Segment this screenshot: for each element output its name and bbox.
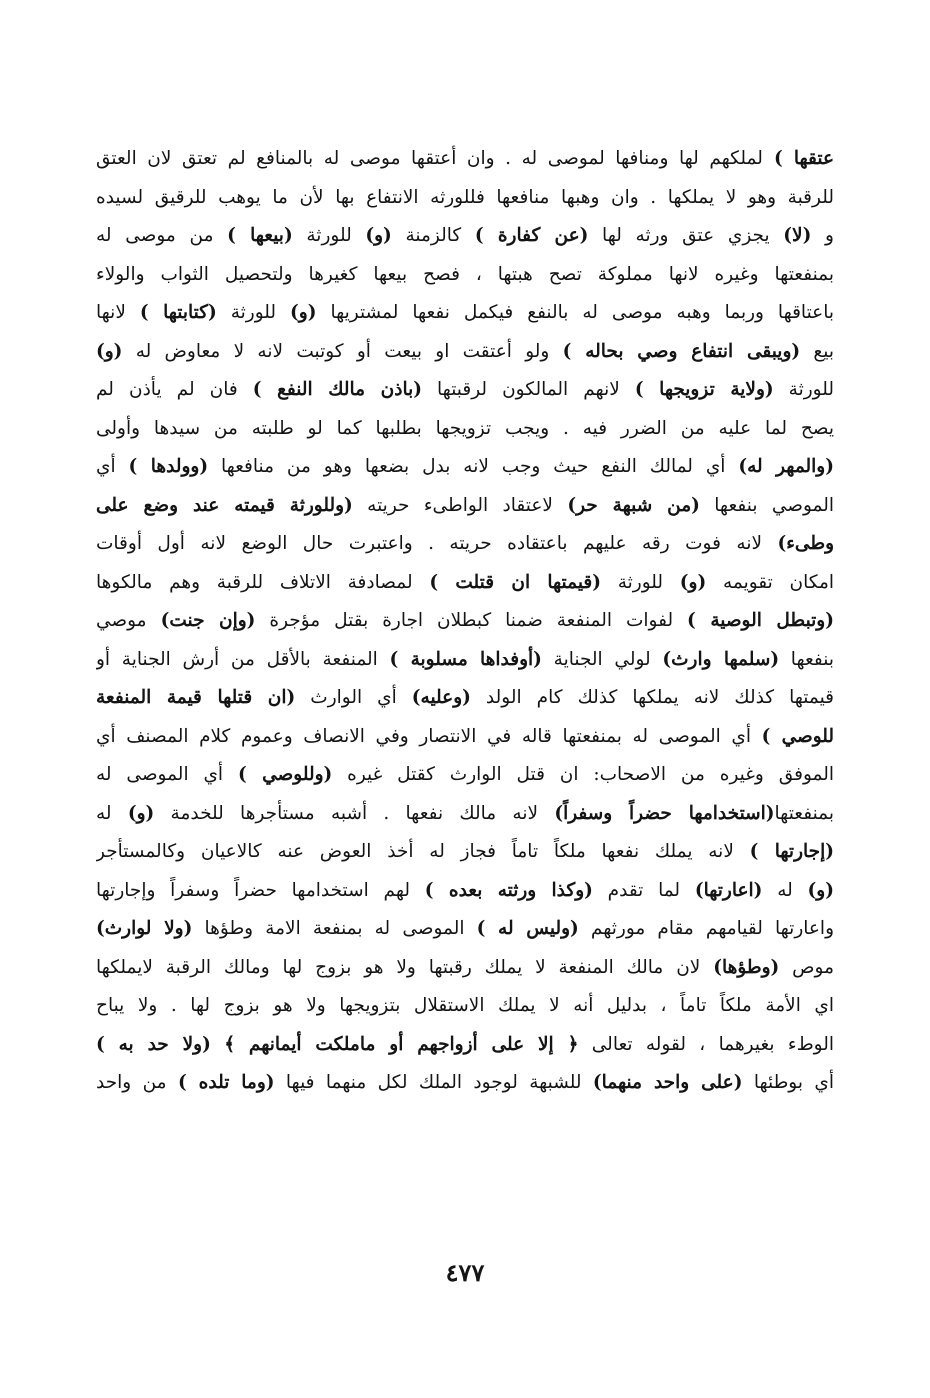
text-segment: للورثة <box>601 571 680 593</box>
text-line <box>96 410 834 449</box>
text-segment: أي الموصى له <box>96 764 238 785</box>
text-segment: أي بوطئها <box>742 1072 834 1093</box>
text-line <box>96 795 834 834</box>
text-segment: لانه يملك نفعها ملكاً تاماً فجاز له أخذ العوض عنه كالاعيان وكالمستأجر <box>96 841 750 862</box>
text-segment: يجزي عتق ورثه لها <box>588 225 784 246</box>
bold-text-segment: (وللوصي ) <box>237 764 333 785</box>
text-segment: له <box>762 879 808 901</box>
text-segment: للرقبة وهو لا يملكها . وان وهبها منافعها فللورثه الانتفاع بها لأن ما يوهب للرقيق لسيده <box>96 186 834 208</box>
text-segment: للورثة <box>216 302 291 323</box>
bold-text-segment: (قيمتها ان قتلت ) <box>429 571 602 593</box>
text-line <box>96 872 834 911</box>
bold-text-segment: (وللورثة قيمته عند وضع على <box>96 494 353 516</box>
text-line <box>96 256 834 295</box>
text-segment: الموصى له بمنفعة الامة وطؤها <box>192 918 477 939</box>
bold-text-segment: (وإن جنت) <box>160 610 256 631</box>
text-segment: أي <box>96 456 129 477</box>
text-segment: موصي <box>96 610 161 631</box>
bold-text-segment: (وتبطل الوصية ) <box>687 610 834 631</box>
bold-text-segment: (بيعها ) <box>227 225 293 246</box>
text-segment: بنفعها <box>779 648 834 670</box>
text-line <box>96 371 834 410</box>
body-text <box>96 140 834 1103</box>
text-segment: امكان تقويمه <box>706 571 834 593</box>
text-segment: ولو أعتقت او بيعت أو كوتبت لانه لا معاوض له <box>122 340 563 362</box>
text-segment: من موصى له <box>96 225 228 246</box>
bold-text-segment: (من شبهة حر) <box>567 494 700 516</box>
text-segment <box>211 1034 224 1055</box>
bold-text-segment: (وكذا ورثته بعده ) <box>424 879 593 901</box>
text-segment: له <box>96 802 128 824</box>
text-line <box>96 1064 834 1103</box>
text-segment: قيمتها كذلك لانه يملكها كذلك كام الولد <box>470 687 834 708</box>
bold-text-segment: (ولاية تزويجها ) <box>634 379 774 400</box>
text-segment: لانه فوت رقه عليهم باعتقاده حريته . واعتبرت حال الوضع لانه أول أوقات <box>96 533 778 554</box>
text-segment: بمنفعتها وغيره لانها مملوكة تصح هبتها ، فصح بيعها كغيرها ولتحصيل الثواب والولاء <box>96 263 834 285</box>
text-segment: أي لمالك النفع حيث وجب لانه بدل بضعها وهو من منافعها <box>208 456 739 477</box>
text-line <box>96 525 834 564</box>
text-line <box>96 1026 834 1065</box>
bold-text-segment: (أوفداها مسلوبة ) <box>389 648 542 670</box>
bold-text-segment: ﴿ إلا على أزواجهم أو ماملكت أيمانهم ﴾ <box>224 1033 579 1055</box>
bold-text-segment: (ويبقى انتفاع وصي بحاله ) <box>562 340 801 362</box>
bold-text-segment: (وطؤها) <box>713 956 780 978</box>
bold-text-segment: (و) <box>96 340 123 362</box>
bold-text-segment: (و) <box>290 302 317 323</box>
text-segment: للورثة <box>292 225 366 246</box>
text-segment: فان لم يأذن لم <box>96 379 253 400</box>
bold-text-segment: وطىء) <box>777 533 834 554</box>
bold-text-segment: (وولدها ) <box>128 456 209 477</box>
text-line <box>96 333 834 372</box>
bold-text-segment: (و) <box>365 225 392 246</box>
text-segment: لانه مالك نفعها . أشبه مستأجرها للخدمة <box>154 802 555 824</box>
text-line <box>96 641 834 680</box>
text-segment: للشبهة لوجود الملك لكل منهما فيها <box>274 1072 593 1093</box>
text-segment: كالزمنة <box>391 225 475 246</box>
text-line <box>96 448 834 487</box>
text-segment: لملكهم لها ومنافها لموصى له . وان أعتقها موصى له بالمنافع لم تعتق لان العتق <box>96 148 763 169</box>
text-segment: للورثة <box>773 379 834 400</box>
text-segment: من واحد <box>96 1072 178 1093</box>
bold-text-segment: (ولا حد به ) <box>96 1033 211 1055</box>
text-segment: لفوات المنفعة ضمنا كبطلان اجارة بقتل مؤجرة <box>255 610 688 631</box>
page-number: ٤٧٧ <box>445 1258 485 1287</box>
text-segment: لهم استخدامها حضراً وسفراً وإجارتها <box>96 879 425 901</box>
text-line <box>96 179 834 218</box>
bold-text-segment: (و) <box>679 571 707 593</box>
bold-text-segment: (وليس له ) <box>476 918 579 939</box>
text-segment: المنفعة بالأقل من أرش الجناية أو <box>96 648 390 670</box>
text-segment: واعارتها لقيامهم مقام مورثهم <box>578 918 834 939</box>
text-line <box>96 718 834 757</box>
text-segment: أي الوارث <box>295 687 412 708</box>
bold-text-segment: (و) <box>807 879 834 901</box>
text-line <box>96 602 834 641</box>
bold-text-segment: (استخدامها حضراً وسفراً) <box>554 802 775 824</box>
bold-text-segment: عتقها ) <box>762 148 834 169</box>
text-line <box>96 910 834 949</box>
text-segment: موص <box>779 956 834 978</box>
bold-text-segment: (عن كفارة ) <box>474 225 589 246</box>
text-segment: لمصادفة الاتلاف للرقبة وهم مالكوها <box>96 571 430 593</box>
bold-text-segment: (إجارتها ) <box>749 841 834 862</box>
text-line <box>96 140 834 179</box>
text-segment: اي الأمة ملكاً تاماً ، بدليل أنه لا يملك الاستقلال بتزويجها ولا هو بزوج لها . ولا يباح <box>96 995 834 1016</box>
bold-text-segment: (وما تلده ) <box>177 1072 275 1093</box>
text-segment: لانها <box>96 302 140 323</box>
text-line <box>96 217 834 256</box>
bold-text-segment: للوصي ) <box>761 725 834 747</box>
bold-text-segment: (وعليه) <box>411 687 471 708</box>
text-line <box>96 949 834 988</box>
text-segment: الموصي بنفعها <box>699 494 834 516</box>
bold-text-segment: (ان قتلها قيمة المنفعة <box>96 687 296 708</box>
text-line <box>96 679 834 718</box>
bold-text-segment: (و) <box>127 802 155 824</box>
text-line <box>96 987 834 1026</box>
text-segment: لانهم المالكون لرقبتها <box>422 379 635 400</box>
text-line <box>96 833 834 872</box>
text-segment: لولي الجناية <box>541 648 663 670</box>
bold-text-segment: (على واحد منهما) <box>592 1072 743 1093</box>
bold-text-segment: (لا) <box>783 225 812 246</box>
text-line <box>96 756 834 795</box>
bold-text-segment: (والمهر له) <box>738 456 834 477</box>
bold-text-segment: (اعارتها) <box>694 879 763 901</box>
text-segment: لاعتقاد الواطىء حريته <box>352 494 568 516</box>
bold-text-segment: (سلمها وارث) <box>662 648 780 670</box>
text-line <box>96 487 834 526</box>
text-segment: بيع <box>800 340 834 362</box>
text-segment: أي الموصى له بمنفعتها قاله في الانتصار وفي الانصاف وعموم كلام المصنف أي <box>96 725 762 747</box>
text-line <box>96 294 834 333</box>
bold-text-segment: (باذن مالك النفع ) <box>252 379 422 400</box>
text-segment: لما تقدم <box>592 879 695 901</box>
text-segment: و <box>811 225 834 246</box>
text-segment: بمنفعتها <box>774 802 834 824</box>
bold-text-segment: (ولا لوارث) <box>96 918 193 939</box>
bold-text-segment: (كتابتها ) <box>139 302 217 323</box>
text-segment: باعتاقها وربما وهبه موصى له بالنفع فيكمل نفعها لمشتريها <box>316 302 834 323</box>
text-segment: الوطء بغيرهما ، لقوله تعالى <box>578 1033 834 1055</box>
text-segment: الموفق وغيره من الاصحاب: ان قتل الوارث كقتل غيره <box>332 764 834 785</box>
text-segment: يصح لما عليه من الضرر فيه . ويجب تزويجها بطلبها كما لو طلبته من سيدها وأولى <box>96 417 834 439</box>
text-line <box>96 564 834 603</box>
text-segment: لان مالك المنفعة لا يملك رقبتها ولا هو بزوج لها ومالك الرقبة لايملكها <box>96 956 714 978</box>
